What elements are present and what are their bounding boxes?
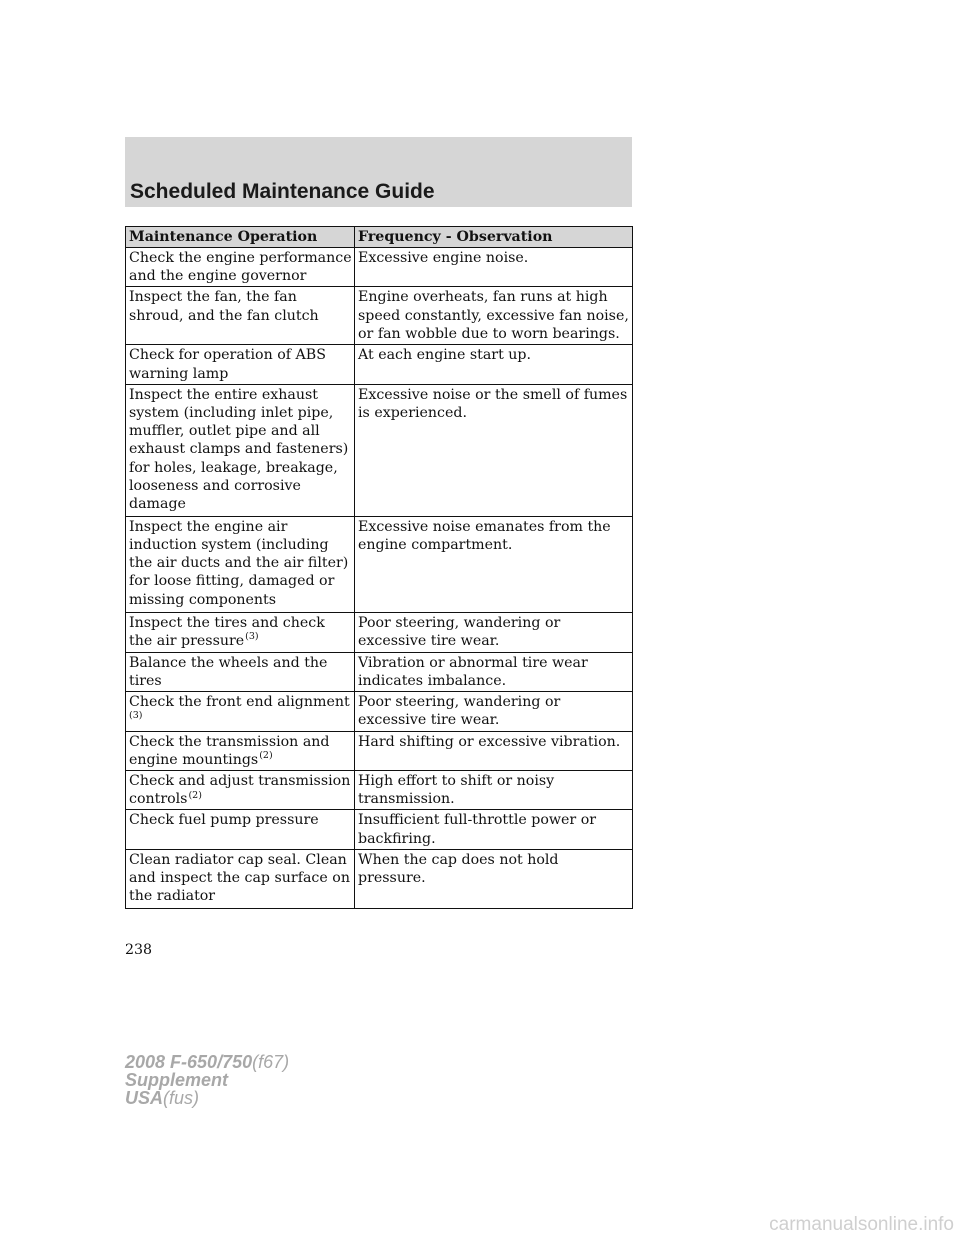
operation-text: Check and adjust transmission controls: [129, 773, 351, 808]
frequency-cell: Insufficient full-throttle power or backfiring.: [355, 810, 633, 849]
operation-text: Clean radiator cap seal. Clean and inspect the cap surface on the radiator: [129, 851, 350, 905]
section-title: Scheduled Maintenance Guide: [130, 180, 435, 203]
watermark-text: carmanualsonline.info: [769, 1214, 954, 1235]
table-row: [126, 810, 633, 849]
frequency-cell: Excessive noise or the smell of fumes is experienced.: [355, 384, 633, 516]
operation-cell: [126, 849, 355, 908]
footer-supplement: Supplement: [125, 1070, 229, 1090]
frequency-cell: Poor steering, wandering or excessive tire wear.: [355, 692, 633, 731]
table-row: [126, 771, 633, 810]
table-row: [126, 731, 633, 770]
operation-text: Inspect the engine air induction system (including the air ducts and the air filter) for loose fitting, damaged or missing components: [129, 518, 349, 608]
document-footer: [125, 1053, 289, 1107]
page-number: 238: [125, 942, 153, 958]
frequency-cell: At each engine start up.: [355, 345, 633, 384]
table-row: [126, 384, 633, 516]
operation-cell: [126, 771, 355, 810]
footer-model-line: [125, 1053, 289, 1071]
footnote-marker: (3): [129, 710, 143, 722]
table-row: [126, 652, 633, 691]
frequency-cell: Engine overheats, fan runs at high speed constantly, excessive fan noise, or fan wobble due to worn bearings.: [355, 287, 633, 345]
table-row: [126, 612, 633, 652]
operation-text: Inspect the entire exhaust system (including inlet pipe, muffler, outlet pipe and all exhaust clamps and fasteners) for holes, leakage, breakage, looseness and corrosive damage: [129, 386, 349, 513]
frequency-cell: Vibration or abnormal tire wear indicates imbalance.: [355, 652, 633, 691]
table-row: [126, 345, 633, 384]
frequency-cell: Excessive engine noise.: [355, 248, 633, 287]
footer-market-line: [125, 1089, 289, 1107]
operation-text: Balance the wheels and the tires: [129, 654, 328, 690]
frequency-cell: Hard shifting or excessive vibration.: [355, 731, 633, 770]
operation-cell: [126, 810, 355, 849]
footnote-marker: (3): [245, 631, 259, 643]
operation-text: Inspect the fan, the fan shroud, and the fan clutch: [129, 289, 319, 324]
footer-market-code: (fus): [163, 1088, 200, 1108]
operation-cell: [126, 516, 355, 612]
column-header-frequency: Frequency - Observation: [355, 227, 633, 248]
footer-market: USA: [125, 1088, 164, 1108]
table-header-row: [126, 227, 633, 248]
operation-cell: [126, 384, 355, 516]
footnote-marker: (2): [259, 750, 273, 762]
table-row: [126, 692, 633, 731]
table-row: [126, 287, 633, 345]
operation-text: Check for operation of ABS warning lamp: [129, 347, 326, 382]
table-row: [126, 849, 633, 908]
table-row: [126, 516, 633, 612]
frequency-cell: Excessive noise emanates from the engine compartment.: [355, 516, 633, 612]
section-header-banner: [125, 137, 632, 207]
footer-model: 2008 F-650/750: [125, 1052, 253, 1072]
frequency-cell: When the cap does not hold pressure.: [355, 849, 633, 908]
operation-cell: [126, 612, 355, 652]
operation-text: Check the engine performance and the engine governor: [129, 250, 352, 285]
operation-cell: [126, 287, 355, 345]
operation-cell: [126, 731, 355, 770]
operation-text: Check the front end alignment: [129, 694, 350, 711]
operation-cell: [126, 692, 355, 731]
footnote-marker: (2): [188, 789, 202, 801]
column-header-operation: Maintenance Operation: [126, 227, 355, 248]
maintenance-table: [125, 226, 633, 909]
operation-text: Check fuel pump pressure: [129, 812, 319, 829]
frequency-cell: High effort to shift or noisy transmission.: [355, 771, 633, 810]
operation-text: Check the transmission and engine mountings: [129, 733, 330, 768]
table-row: [126, 248, 633, 287]
frequency-cell: Poor steering, wandering or excessive tire wear.: [355, 612, 633, 652]
footer-model-code: (f67): [252, 1052, 290, 1072]
operation-cell: [126, 345, 355, 384]
operation-cell: [126, 652, 355, 691]
operation-text: Inspect the tires and check the air pressure: [129, 614, 325, 650]
operation-cell: [126, 248, 355, 287]
